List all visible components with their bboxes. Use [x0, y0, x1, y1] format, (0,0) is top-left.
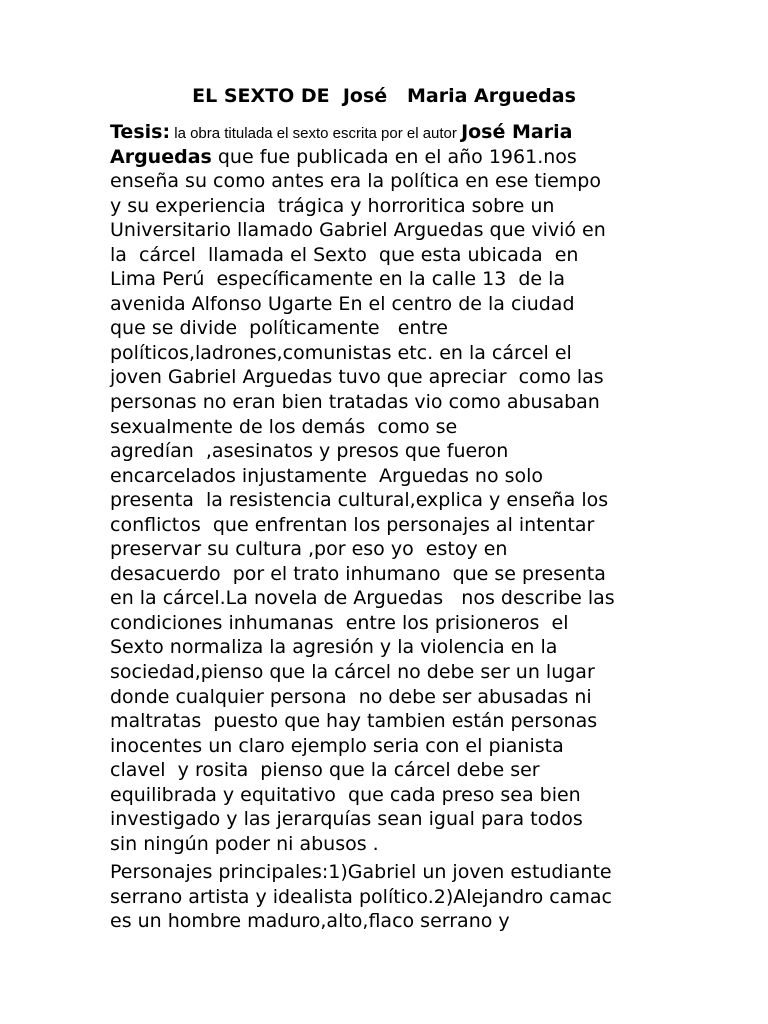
thesis-line-2-text: que fue publicada en el año 1961.nos [211, 145, 577, 168]
thesis-line: sin ningún poder ni abusos . [110, 832, 379, 855]
thesis-line: y su experiencia trágica y horroritica sobre un [110, 194, 555, 217]
thesis-line: inocentes un claro ejemplo seria con el pianista [110, 734, 564, 757]
thesis-line: Sexto normaliza la agresión y la violencia en la [110, 636, 558, 659]
thesis-line: que se divide políticamente entre [110, 317, 448, 340]
thesis-line: Universitario llamado Gabriel Arguedas que vivió en [110, 219, 606, 242]
thesis-line: equilibrada y equitativo que cada preso sea bien [110, 783, 581, 806]
thesis-line: desacuerdo por el trato inhumano que se presenta [110, 562, 606, 585]
thesis-line: Lima Perú específicamente en la calle 13 de la [110, 268, 566, 291]
thesis-paragraph [110, 120, 670, 856]
thesis-line: políticos,ladrones,comunistas etc. en la cárcel el [110, 341, 572, 364]
characters-line: Personajes principales:1)Gabriel un joven estudiante [110, 861, 612, 883]
characters-paragraph [110, 860, 670, 934]
thesis-line: en la cárcel.La novela de Arguedas nos describe las [110, 587, 615, 610]
thesis-line: sociedad,pienso que la cárcel no debe ser un lugar [110, 661, 595, 684]
thesis-line: encarcelados injustamente Arguedas no solo [110, 464, 544, 487]
thesis-label: Tesis: [110, 121, 171, 143]
characters-line: es un hombre maduro,alto,flaco serrano y [110, 910, 510, 933]
thesis-line-2 [110, 145, 670, 170]
thesis-line: donde cualquier persona no debe ser abusadas ni [110, 685, 592, 708]
author-name-last: Arguedas [110, 145, 212, 168]
thesis-line: presenta la resistencia cultural,explica y enseña los [110, 489, 609, 512]
characters-line: serrano artista y idealista político.2)Alejandro camac [110, 885, 612, 908]
thesis-line: sexualmente de los demás como se [110, 415, 458, 438]
thesis-line: maltratas puesto que hay tambien están personas [110, 710, 598, 733]
thesis-line: investigado y las jerarquías sean igual para todos [110, 808, 583, 831]
thesis-line: agredían ,asesinatos y presos que fueron [110, 440, 509, 463]
thesis-line: clavel y rosita pienso que la cárcel debe ser [110, 759, 540, 782]
thesis-line: preservar su cultura ,por eso yo estoy en [110, 538, 508, 561]
author-name-first: José Maria [461, 121, 573, 143]
document-title: EL SEXTO DE José Maria Arguedas [192, 85, 576, 107]
thesis-line: condiciones inhumanas entre los prisioneros el [110, 611, 569, 634]
thesis-line: conflictos que enfrentan los personajes al intentar [110, 513, 595, 536]
thesis-line: personas no eran bien tratadas vio como abusaban [110, 391, 600, 414]
thesis-line-1 [110, 120, 670, 145]
thesis-line: joven Gabriel Arguedas tuvo que apreciar como las [110, 366, 604, 389]
thesis-line: avenida Alfonso Ugarte En el centro de la ciudad [110, 292, 575, 315]
thesis-intro: la obra titulada el sexto escrita por el autor [170, 125, 462, 142]
thesis-line: la cárcel llamada el Sexto que esta ubicada en [110, 243, 579, 266]
thesis-line: enseña su como antes era la política en ese tiempo [110, 170, 601, 193]
